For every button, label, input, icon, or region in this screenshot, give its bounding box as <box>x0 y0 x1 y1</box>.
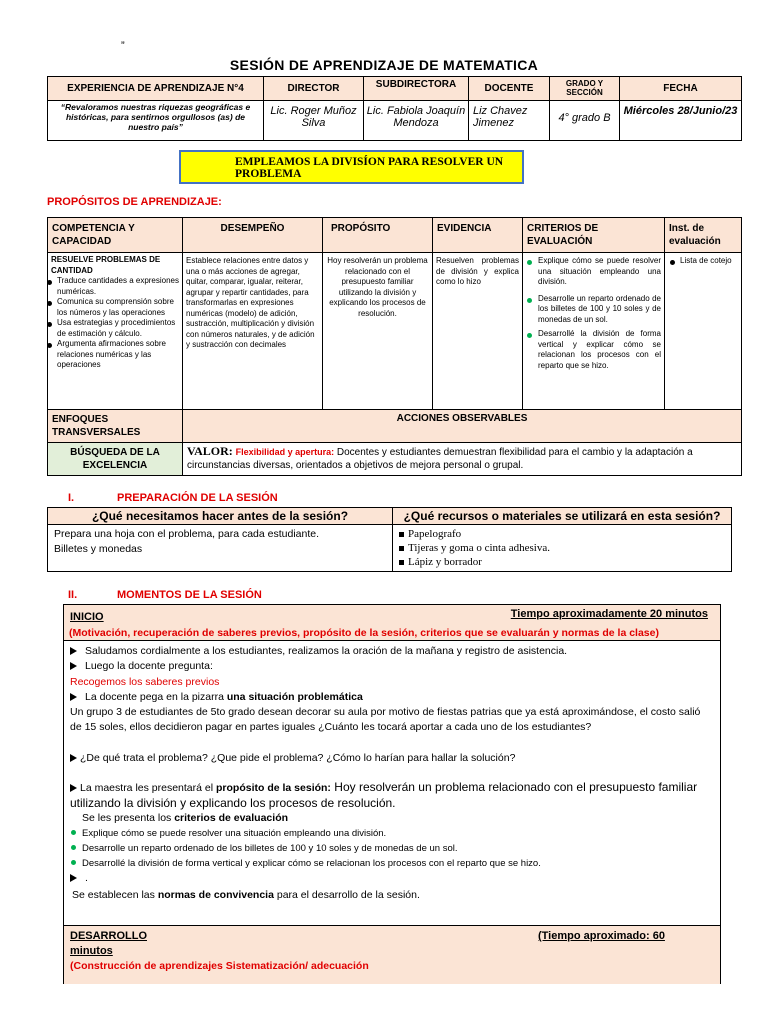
q2-cell: ¿Qué recursos o materiales se utilizará en esta sesión? <box>393 508 732 525</box>
desempeno-cell: Establece relaciones entre datos y una o más acciones de agregar, quitar, comparar, igualar, reiterar, agrupar y repartir cantidades, para transformarlas en expresiones numéricas (modelo) de adición, sustracción, multiplicación y división con números naturales, y de adición y sustracción con decimales <box>183 253 323 410</box>
preguntas-line: ¿De qué trata el problema? ¿Que pide el problema? ¿Cómo lo harían para hallar la solución? <box>70 751 714 766</box>
header-col-subdirectora: SUBDIRECTORA <box>364 77 469 101</box>
header-col-director: DIRECTOR <box>264 77 364 101</box>
momentos-box <box>63 604 721 984</box>
session-banner <box>179 150 524 184</box>
competencia-item: Usa estrategias y procedimientos de estimación y cálculo. <box>45 318 179 339</box>
criterio-item: Desarrollé la división de forma vertical y explicar cómo se relacionan los procesos con el reparto que se hizo. <box>526 329 661 371</box>
inicio-line: Luego la docente pregunta: <box>70 659 714 674</box>
propositos-title: PROPÓSITOS DE APRENDIZAJE: <box>47 196 222 208</box>
director-value: Lic. Roger Muñoz Silva <box>264 101 364 141</box>
competencia-item: Argumenta afirmaciones sobre relaciones numéricas y las operaciones <box>45 339 179 371</box>
competencia-cell <box>48 253 183 410</box>
preparacion-table <box>47 507 732 572</box>
criterios-intro: Se les presenta los criterios de evaluación <box>82 812 289 824</box>
valor-label: VALOR: <box>187 444 233 458</box>
header-col-fecha: FECHA <box>620 77 742 101</box>
banner-text: EMPLEAMOS LA DIVISÍON PARA RESOLVER UN PROBLEMA <box>235 156 504 180</box>
desarrollo-tiempo: (Tiempo aproximado: 60 <box>538 930 665 942</box>
a2-item: Tijeras y goma o cinta adhesiva. <box>399 541 725 555</box>
header-col-grado: GRADO Y SECCIÓN <box>550 77 620 101</box>
subdirectora-value: Lic. Fabiola Joaquín Mendoza <box>364 101 469 141</box>
experiencia-value: “Revaloramos nuestras riquezas geográficas e históricas, para sentirnos orgullosos (as) de nuestro país” <box>48 101 264 141</box>
inicio-criterio-item: Explique cómo se puede resolver una situación empleando una división. <box>70 826 714 841</box>
a2-item: Lápiz y borrador <box>399 555 725 569</box>
inicio-sub: (Motivación, recuperación de saberes previos, propósito de la sesión, criterios que se evaluarán y normas de la clase) <box>69 627 659 639</box>
fecha-value: Miércoles 28/Junio/23 <box>620 101 742 141</box>
inicio-body <box>64 641 720 926</box>
desarrollo-minutos: minutos <box>70 945 113 957</box>
inst-item: Lista de cotejo <box>668 256 738 267</box>
enfoques-cell: ENFOQUES TRANSVERSALES <box>48 410 183 443</box>
criterio-item: Desarrolle un reparto ordenado de los billetes de 100 y 10 soles y de monedas de un sol. <box>526 294 661 326</box>
th-competencia: COMPETENCIA Y CAPACIDAD <box>48 218 183 253</box>
valor-cell <box>183 443 742 476</box>
inicio-criterio-item: Desarrolle un reparto ordenado de los billetes de 100 y 10 soles y de monedas de un sol. <box>70 841 714 856</box>
acciones-cell: ACCIONES OBSERVABLES <box>183 410 742 443</box>
proposito-line: La maestra les presentará el propósito de la sesión: Hoy resolverán un problema relacionado con el presupuesto familiar utilizando la división y explicando los procesos de resolución. <box>70 780 698 810</box>
sec2-title: MOMENTOS DE LA SESIÓN <box>117 589 262 601</box>
a2-item: Papelografo <box>399 527 725 541</box>
inicio-criterio-item: Desarrollé la división de forma vertical y explicar cómo se relacionan los procesos con el reparto que se hizo. <box>70 856 714 871</box>
sec1-num: I. <box>68 492 75 504</box>
th-proposito: PROPÓSITO <box>323 218 433 253</box>
desarrollo-header <box>64 926 720 984</box>
a1-item: Prepara una hoja con el problema, para cada estudiante. <box>54 528 320 540</box>
criterio-item: Explique cómo se puede resolver una situación empleando una división. <box>526 256 661 288</box>
header-col-docente: DOCENTE <box>469 77 550 101</box>
grado-value: 4° grado B <box>550 101 620 141</box>
normas-line: Se establecen las normas de convivencia para el desarrollo de la sesión. <box>72 889 420 901</box>
inicio-tiempo: Tiempo aproximadamente 20 minutos <box>510 608 708 620</box>
stray-quote: ” <box>121 40 125 52</box>
sec1-title: PREPARACIÓN DE LA SESIÓN <box>117 492 278 504</box>
problema-text: Un grupo 3 de estudiantes de 5to grado desean decorar su aula por motivo de fiestas patrias que ya está aproximándose, el costo salió de 15 soles, ellos decidieron pagar en partes iguales ¿Cuánto les tocará aportar a cada uno de los estudiantes? <box>70 706 701 733</box>
recogemos-line: Recogemos los saberes previos <box>70 676 220 688</box>
inicio-header <box>64 605 720 641</box>
valor-red: Flexibilidad y apertura: <box>235 447 335 457</box>
docente-value: Liz Chavez Jimenez <box>469 101 550 141</box>
th-criterios: CRITERIOS DE EVALUACIÓN <box>523 218 665 253</box>
sec2-num: II. <box>68 589 78 601</box>
a1-cell <box>48 525 393 572</box>
header-table <box>47 76 742 141</box>
th-desempeno: DESEMPEÑO <box>183 218 323 253</box>
th-evidencia: EVIDENCIA <box>433 218 523 253</box>
page-title: SESIÓN DE APRENDIZAJE DE MATEMATICA <box>229 57 539 73</box>
competencia-item: Comunica su comprensión sobre los números y las operaciones <box>45 297 179 318</box>
th-inst: Inst. de evaluación <box>665 218 742 253</box>
criterios-cell <box>523 253 665 410</box>
proposito-cell: Hoy resolverán un problema relacionado con el presupuesto familiar utilizando la división y explicando los procesos de resolución. <box>323 253 433 410</box>
inicio-line: La docente pega en la pizarra una situación problemática <box>70 690 714 705</box>
desarrollo-sub: (Construcción de aprendizajes Sistematización/ adecuación <box>70 960 369 972</box>
a2-cell <box>393 525 732 572</box>
desarrollo-label: DESARROLLO <box>70 930 147 942</box>
competencia-title: RESUELVE PROBLEMAS DE CANTIDAD <box>51 255 161 275</box>
competencia-item: Traduce cantidades a expresiones numéricas. <box>45 276 179 297</box>
valor-text: Docentes y estudiantes demuestran flexibilidad para el cambio y la adaptación a circunstancias diversas, orientados a objetivos de mejora personal o grupal. <box>187 447 693 471</box>
inicio-line: Saludamos cordialmente a los estudiantes, realizamos la oración de la mañana y registro de asistencia. <box>70 644 714 659</box>
inst-cell <box>665 253 742 410</box>
inicio-line: . <box>70 871 714 886</box>
evidencia-cell: Resuelven problemas de división y explica como lo hizo <box>433 253 523 410</box>
propositos-table <box>47 217 742 476</box>
inicio-criterios <box>70 826 714 871</box>
a1-item: Billetes y monedas <box>54 543 143 555</box>
q1-cell: ¿Qué necesitamos hacer antes de la sesión? <box>48 508 393 525</box>
header-col-experiencia: EXPERIENCIA DE APRENDIZAJE N°4 <box>48 77 264 101</box>
inicio-label: INICIO <box>70 611 104 623</box>
busqueda-cell: BÚSQUEDA DE LA EXCELENCIA <box>48 443 183 476</box>
